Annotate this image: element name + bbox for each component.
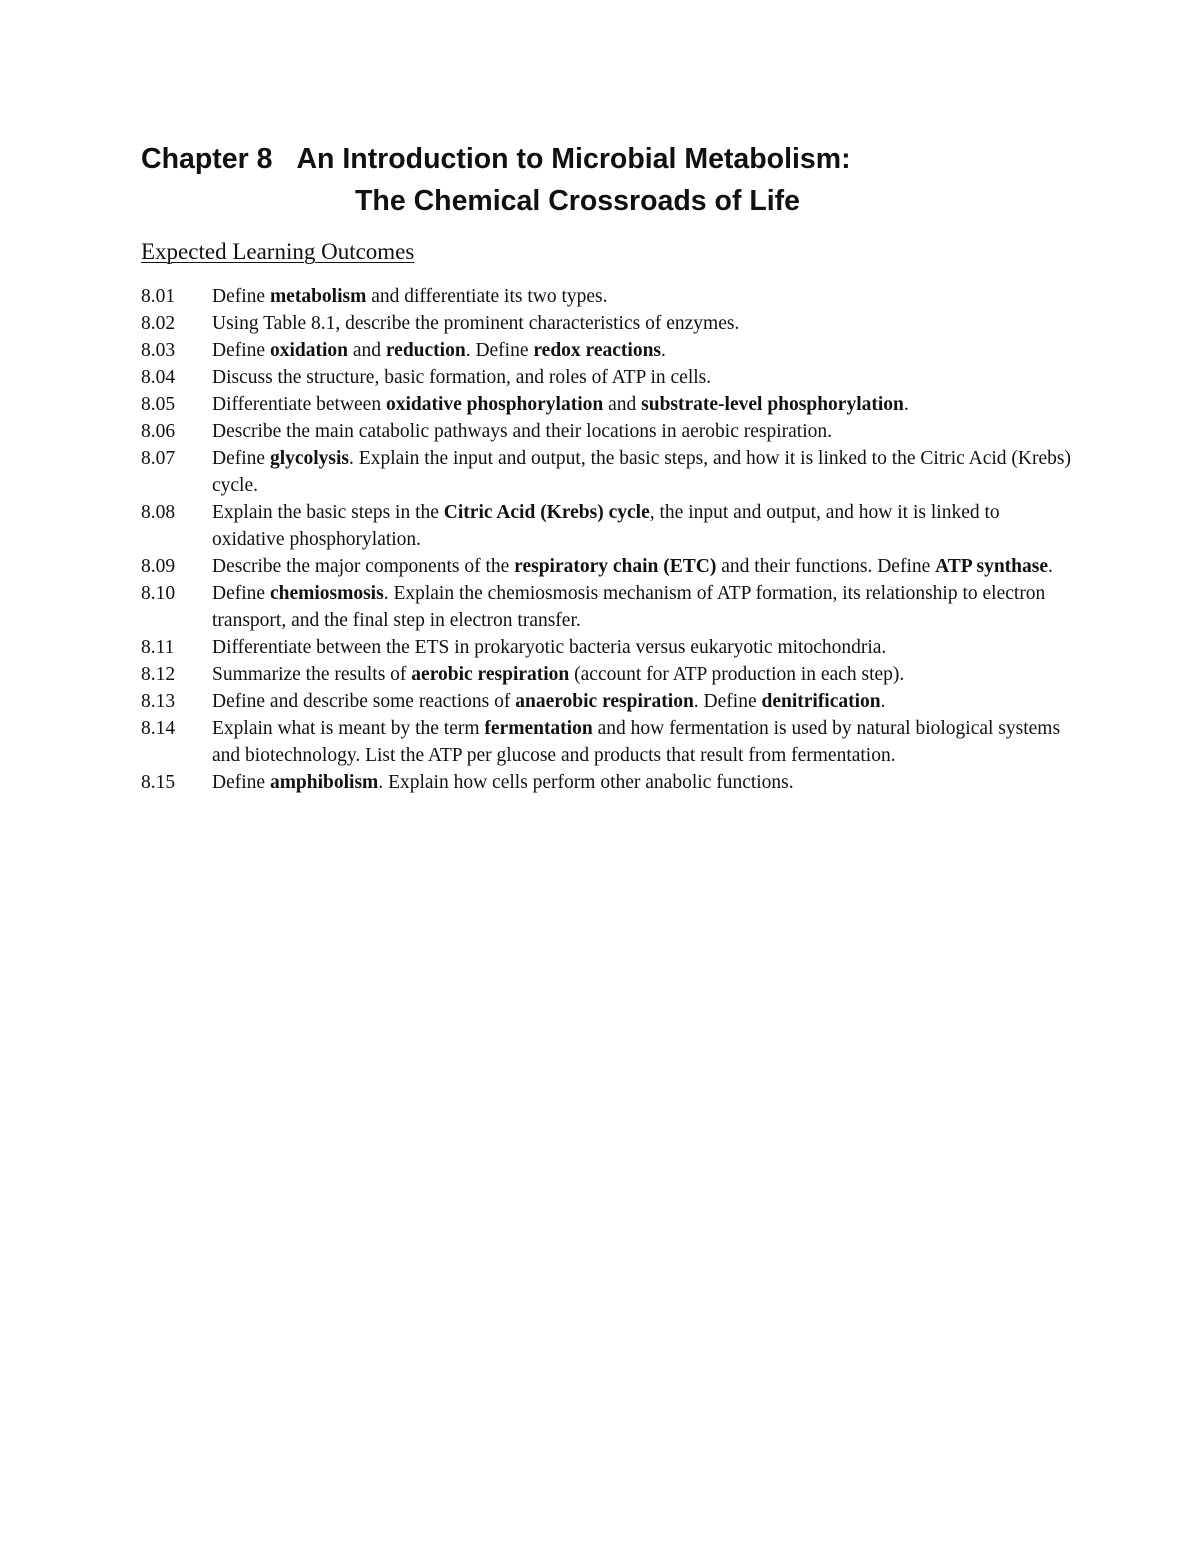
outcome-number: 8.13 (141, 691, 176, 712)
outcome-text-segment: Explain the basic steps in the (212, 502, 444, 523)
outcome-text-segment: and their functions. Define (716, 556, 936, 577)
outcome-text (212, 553, 1071, 580)
outcome-text (212, 715, 1071, 769)
outcome-text-segment: . Explain the chemiosmosis mechanism of ATP formation, its relationship to electron transport, and the final step in electron transfer. (212, 583, 1046, 631)
outcome-text-segment: . (1048, 556, 1053, 577)
key-term: reduction (385, 340, 466, 361)
outcome-text-segment: Define and describe some reactions of (212, 691, 516, 712)
chapter-subtitle: The Chemical Crossroads of Life (355, 185, 801, 217)
outcome-number: 8.15 (141, 772, 176, 793)
outcome-number: 8.05 (141, 394, 176, 415)
key-term: oxidative phosphorylation (385, 394, 604, 415)
outcome-text-segment: Explain what is meant by the term (212, 718, 485, 739)
outcome-number: 8.03 (141, 340, 176, 361)
outcome-text (212, 499, 1071, 553)
outcome-item (141, 580, 1071, 634)
outcome-text (212, 580, 1071, 634)
outcome-number: 8.01 (141, 286, 176, 307)
outcome-text-segment: Using Table 8.1, describe the prominent characteristics of enzymes. (212, 313, 740, 334)
outcome-item (141, 715, 1071, 769)
outcome-text-segment: Differentiate between (212, 394, 386, 415)
outcome-text-segment: Describe the major components of the (212, 556, 515, 577)
outcome-number: 8.08 (141, 502, 176, 523)
outcome-text (212, 391, 1071, 418)
key-term: chemiosmosis (269, 583, 384, 604)
outcome-item (141, 445, 1071, 499)
outcome-text-segment: and how fermentation is used by natural biological systems and biotechnology. List the ATP per glucose and products that result from fermentation. (212, 718, 1061, 766)
outcome-text (212, 283, 1071, 310)
outcome-text-segment: and (603, 394, 642, 415)
outcome-text-segment: Summarize the results of (212, 664, 412, 685)
outcome-text-segment: Define (212, 583, 270, 604)
outcome-text (212, 661, 1071, 688)
outcome-text-segment: , the input and output, and how it is linked to oxidative phosphorylation. (212, 502, 1000, 550)
outcome-text-segment: . (880, 691, 886, 712)
key-term: aerobic respiration (411, 664, 570, 685)
chapter-title-text: An Introduction to Microbial Metabolism: (296, 143, 851, 175)
key-term: oxidation (269, 340, 348, 361)
outcome-text-segment: Discuss the structure, basic formation, and roles of ATP in cells. (212, 367, 712, 388)
outcome-number: 8.12 (141, 664, 176, 685)
key-term: substrate-level phosphorylation (641, 394, 904, 415)
key-term: metabolism (269, 286, 367, 307)
outcome-item (141, 337, 1071, 364)
key-term: respiratory chain (ETC) (514, 556, 717, 577)
outcome-text-segment: . Define (693, 691, 762, 712)
key-term: Citric Acid (Krebs) cycle (443, 502, 650, 523)
outcome-number: 8.02 (141, 313, 176, 334)
key-term: ATP synthase (935, 556, 1049, 577)
key-term: denitrification (761, 691, 881, 712)
outcome-item (141, 391, 1071, 418)
outcome-text-segment: Define (212, 340, 270, 361)
learning-outcomes-list (141, 283, 1071, 796)
outcome-text (212, 364, 1071, 391)
key-term: redox reactions (533, 340, 662, 361)
key-term: anaerobic respiration (515, 691, 694, 712)
outcome-item (141, 283, 1071, 310)
outcome-text-segment: . (661, 340, 666, 361)
outcome-text-segment: Define (212, 772, 270, 793)
chapter-title (141, 138, 1101, 222)
outcome-number: 8.11 (141, 637, 175, 658)
outcome-number: 8.07 (141, 448, 176, 469)
outcome-item (141, 364, 1071, 391)
outcome-text-segment: Define (212, 448, 270, 469)
outcome-text (212, 634, 1071, 661)
outcome-text-segment: Describe the main catabolic pathways and their locations in aerobic respiration. (212, 421, 832, 442)
outcome-item (141, 769, 1071, 796)
outcome-number: 8.06 (141, 421, 176, 442)
outcome-item (141, 310, 1071, 337)
outcome-text (212, 769, 1071, 796)
outcome-text (212, 310, 1071, 337)
outcome-text-segment: and (347, 340, 386, 361)
outcome-text-segment: Define (212, 286, 270, 307)
outcome-text-segment: . (903, 394, 909, 415)
outcome-number: 8.14 (141, 718, 176, 739)
outcome-item (141, 418, 1071, 445)
key-term: glycolysis (269, 448, 350, 469)
outcome-text-segment: . Explain the input and output, the basic steps, and how it is linked to the Citric Acid (Krebs) cycle. (212, 448, 1071, 496)
outcome-number: 8.10 (141, 583, 176, 604)
outcome-item (141, 634, 1071, 661)
chapter-title-line-1 (141, 138, 1101, 180)
outcome-text (212, 688, 1071, 715)
outcome-item (141, 499, 1071, 553)
key-term: fermentation (484, 718, 593, 739)
outcome-text-segment: and differentiate its two types. (366, 286, 608, 307)
outcome-text-segment: (account for ATP production in each step). (569, 664, 905, 685)
outcome-item (141, 661, 1071, 688)
outcome-number: 8.04 (141, 367, 176, 388)
outcome-text-segment: . Explain how cells perform other anabolic functions. (378, 772, 794, 793)
outcome-text (212, 418, 1071, 445)
section-heading: Expected Learning Outcomes (141, 239, 415, 264)
outcome-text-segment: . Define (465, 340, 534, 361)
outcome-item (141, 553, 1071, 580)
chapter-label: Chapter 8 (141, 143, 273, 175)
outcome-text (212, 445, 1071, 499)
outcome-text-segment: Differentiate between the ETS in prokaryotic bacteria versus eukaryotic mitochondria. (212, 637, 887, 658)
key-term: amphibolism (269, 772, 379, 793)
outcome-text (212, 337, 1071, 364)
outcome-number: 8.09 (141, 556, 176, 577)
outcome-item (141, 688, 1071, 715)
